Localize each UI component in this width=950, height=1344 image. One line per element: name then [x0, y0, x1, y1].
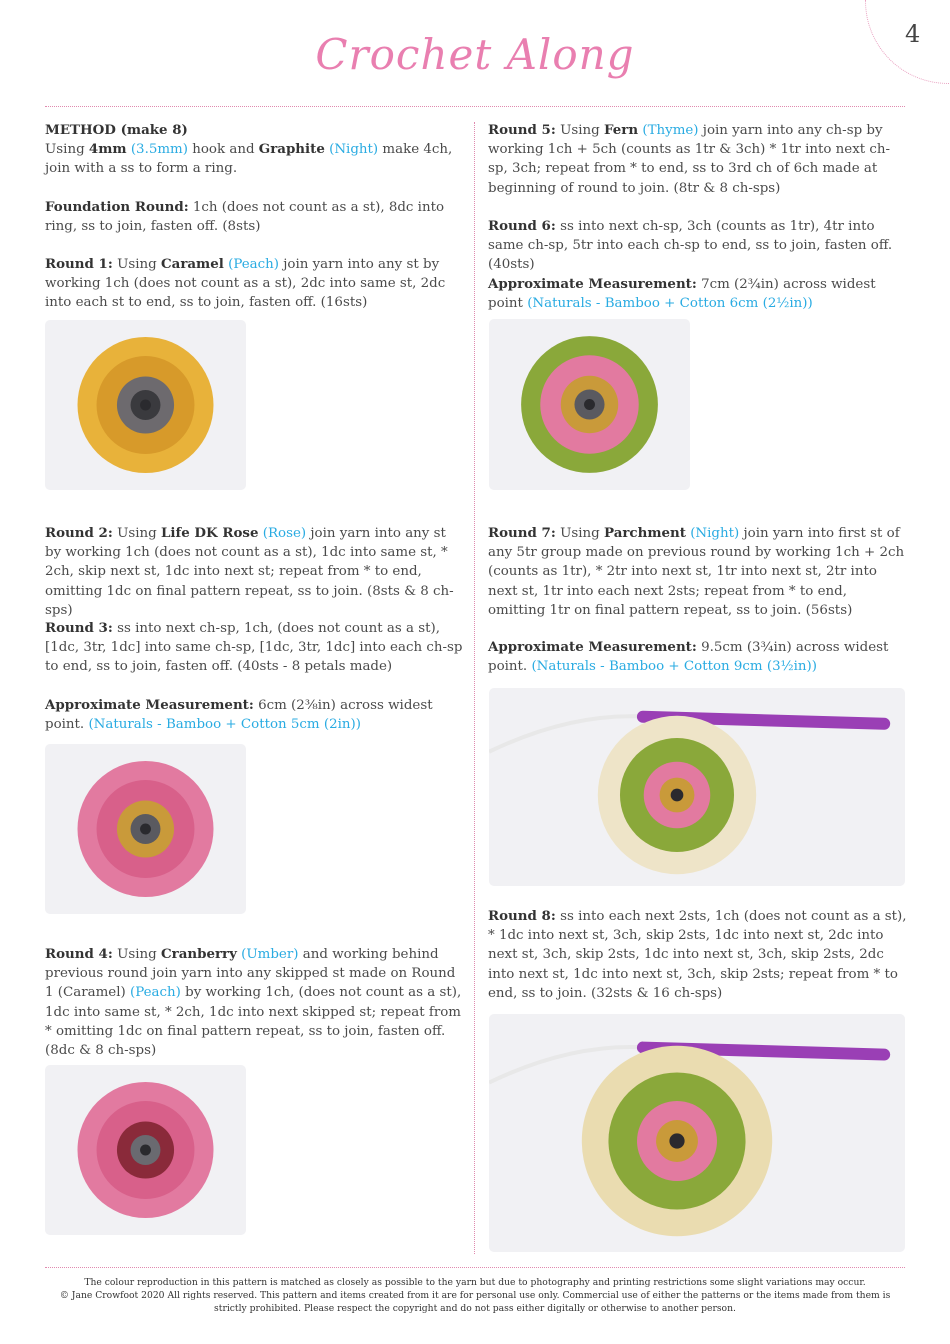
alt-yarn-text: (Rose): [262, 526, 307, 541]
bold-text: Foundation Round:: [45, 199, 189, 215]
bold-text: Approximate Measurement:: [488, 639, 697, 655]
page-number: 4: [905, 20, 921, 48]
bold-text: Life DK Rose: [160, 525, 259, 541]
body-text: Using: [45, 142, 89, 158]
round-4-photo: [45, 1065, 246, 1235]
bold-text: Cranberry: [160, 946, 237, 962]
bold-text: Caramel: [160, 256, 224, 272]
left-instruction-block: [45, 945, 465, 1060]
bold-text: Graphite: [258, 141, 325, 158]
bold-text: 4mm: [88, 141, 127, 158]
left-instruction-block: [45, 198, 465, 236]
alt-yarn-text: (Peach): [228, 257, 279, 272]
page-title: Crochet Along: [315, 30, 635, 79]
right-instruction-block: [488, 121, 908, 198]
left-instruction-block: [45, 619, 465, 677]
copyright-notice: © Jane Crowfoot 2020 All rights reserved. This pattern and items created from it are for personal use only. Commercial use of either the patterns or the items made from them is strictly prohibited. Please respect the copyright and do not pass either digitally or otherwise to another person.: [59, 1290, 891, 1314]
crochet-centre: [671, 789, 684, 802]
body-text: Using: [112, 526, 161, 541]
crochet-centre: [140, 1145, 151, 1156]
right-instruction-block: [488, 217, 908, 275]
alt-yarn-text: (Naturals - Bamboo + Cotton 9cm (3½in)): [531, 659, 817, 675]
alt-yarn-text: (Umber): [241, 947, 299, 962]
round-3-photo: [45, 744, 246, 914]
body-text: 6cm (2⅜in) across widest point.: [45, 698, 433, 733]
body-text: by working 1ch, (does not count as a st), 1dc into same st, * 2ch, 1dc into next skipped st; repeat from * omitting 1dc on final pattern repeat, ss to join, fasten off. (8dc & 8 ch-sps): [45, 985, 462, 1059]
column-divider: [474, 122, 475, 1254]
body-text: 7cm (2¾in) across widest point: [488, 277, 876, 312]
crochet-centre: [584, 399, 595, 410]
body-text: join yarn into any st by working 1ch (does not count as a st), 1dc into same st, * 2ch, skip next st, 1dc into next st; repeat from * to end, omitting 1dc on final pattern repeat, ss to join. (8sts & 8 ch-sps): [45, 526, 454, 618]
body-text: 9.5cm (3¾in) across widest point.: [488, 640, 889, 675]
bottom-divider: [45, 1267, 905, 1268]
left-instruction-block: [45, 524, 465, 620]
body-text: ss into each next 2sts, 1ch (does not count as a st), * 1dc into next st, 3ch, skip 2sts, 1dc into next st, 2dc into next st, 3ch, skip 2sts, 1dc into next st, 3ch, skip 2sts, 2dc into next st, 1dc into next st, 3ch, skip 2sts; repeat from * to end, ss to join. (32sts & 16 ch-sps): [488, 909, 907, 1001]
body-text: join yarn into first st of any 5tr group made on previous round by working 1ch + 2ch (counts as 1tr), * 2tr into next st, 1tr into next st, 2tr into next st, 1tr into each next 2sts; repeat from * to end, omitting 1tr on final pattern repeat, ss to join. (56sts): [488, 526, 905, 618]
right-instruction-block: [488, 907, 908, 1003]
colour-disclaimer: The colour reproduction in this pattern is matched as closely as possible to the yarn but due to photography and printing restrictions some slight variations may occur.: [84, 1277, 866, 1288]
crochet-centre: [669, 1133, 684, 1148]
bold-text: Round 8:: [488, 908, 556, 924]
right-instruction-block: [488, 638, 908, 676]
round-7-photo: [489, 688, 905, 886]
alt-yarn-text: (Naturals - Bamboo + Cotton 6cm (2½in)): [527, 296, 813, 312]
body-text: hook and: [187, 142, 259, 158]
crochet-centre: [140, 400, 151, 411]
alt-yarn-text: (Night): [690, 526, 740, 541]
body-text: 1ch (does not count as a st), 8dc into ring, ss to join, fasten off. (8sts): [45, 200, 445, 235]
bold-text: Approximate Measurement:: [45, 697, 254, 713]
alt-yarn-text: (Peach): [130, 985, 181, 1001]
left-instruction-block: [45, 121, 465, 179]
round-8-photo: [489, 1014, 905, 1252]
body-text: join yarn into any ch-sp by working 1ch + 5ch (counts as 1tr & 3ch) * 1tr into next ch-sp, 3ch; repeat from * to end, ss to 3rd ch of 6ch made at beginning of round to join. (8tr & 8 ch-sps): [488, 123, 891, 196]
alt-yarn-text: (Naturals - Bamboo + Cotton 5cm (2in)): [88, 717, 361, 733]
body-text: Using: [555, 526, 604, 541]
alt-yarn-text: (3.5mm): [130, 142, 188, 158]
body-text: and working behind previous round join yarn into any skipped st made on Round 1 (Caramel): [45, 947, 456, 1001]
bold-text: Round 4:: [45, 946, 113, 962]
body-text: Using: [555, 123, 604, 138]
bold-text: METHOD (make 8): [45, 122, 188, 138]
round-1-photo: [45, 320, 246, 490]
body-text: ss into next ch-sp, 3ch (counts as 1tr), 4tr into same ch-sp, 5tr into each ch-sp to end, ss to join, fasten off. (40sts): [488, 219, 893, 273]
alt-yarn-text: (Thyme): [642, 123, 699, 138]
bold-text: Round 2:: [45, 525, 113, 541]
body-text: join yarn into any st by working 1ch (does not count as a st), 2dc into same st, 2dc into each st to end, ss to join, fasten off. (16sts): [45, 257, 446, 311]
left-instruction-block: [45, 255, 465, 313]
alt-yarn-text: (Night): [329, 142, 379, 158]
top-divider: [45, 106, 905, 107]
body-text: ss into next ch-sp, 1ch, (does not count as a st), [1dc, 3tr, 1dc] into same ch-sp, [1dc, 3tr, 1dc] into each ch-sp to end, ss to join, fasten off. (40sts - 8 petals made): [45, 621, 463, 675]
left-instruction-block: [45, 696, 465, 734]
body-text: make 4ch, join with a ss to form a ring.: [45, 142, 453, 177]
body-text: Using: [112, 257, 161, 272]
bold-text: Round 5:: [488, 122, 556, 138]
bold-text: Round 3:: [45, 620, 113, 636]
right-instruction-block: [488, 275, 908, 313]
bold-text: Fern: [603, 122, 639, 138]
bold-text: Round 7:: [488, 525, 556, 541]
crochet-centre: [140, 824, 151, 835]
bold-text: Round 6:: [488, 218, 556, 234]
round-6-photo: [489, 319, 690, 490]
body-text: Using: [112, 947, 161, 962]
footer: [45, 1276, 905, 1315]
bold-text: Round 1:: [45, 256, 113, 272]
bold-text: Approximate Measurement:: [488, 276, 697, 292]
right-instruction-block: [488, 524, 908, 620]
bold-text: Parchment: [603, 525, 686, 541]
